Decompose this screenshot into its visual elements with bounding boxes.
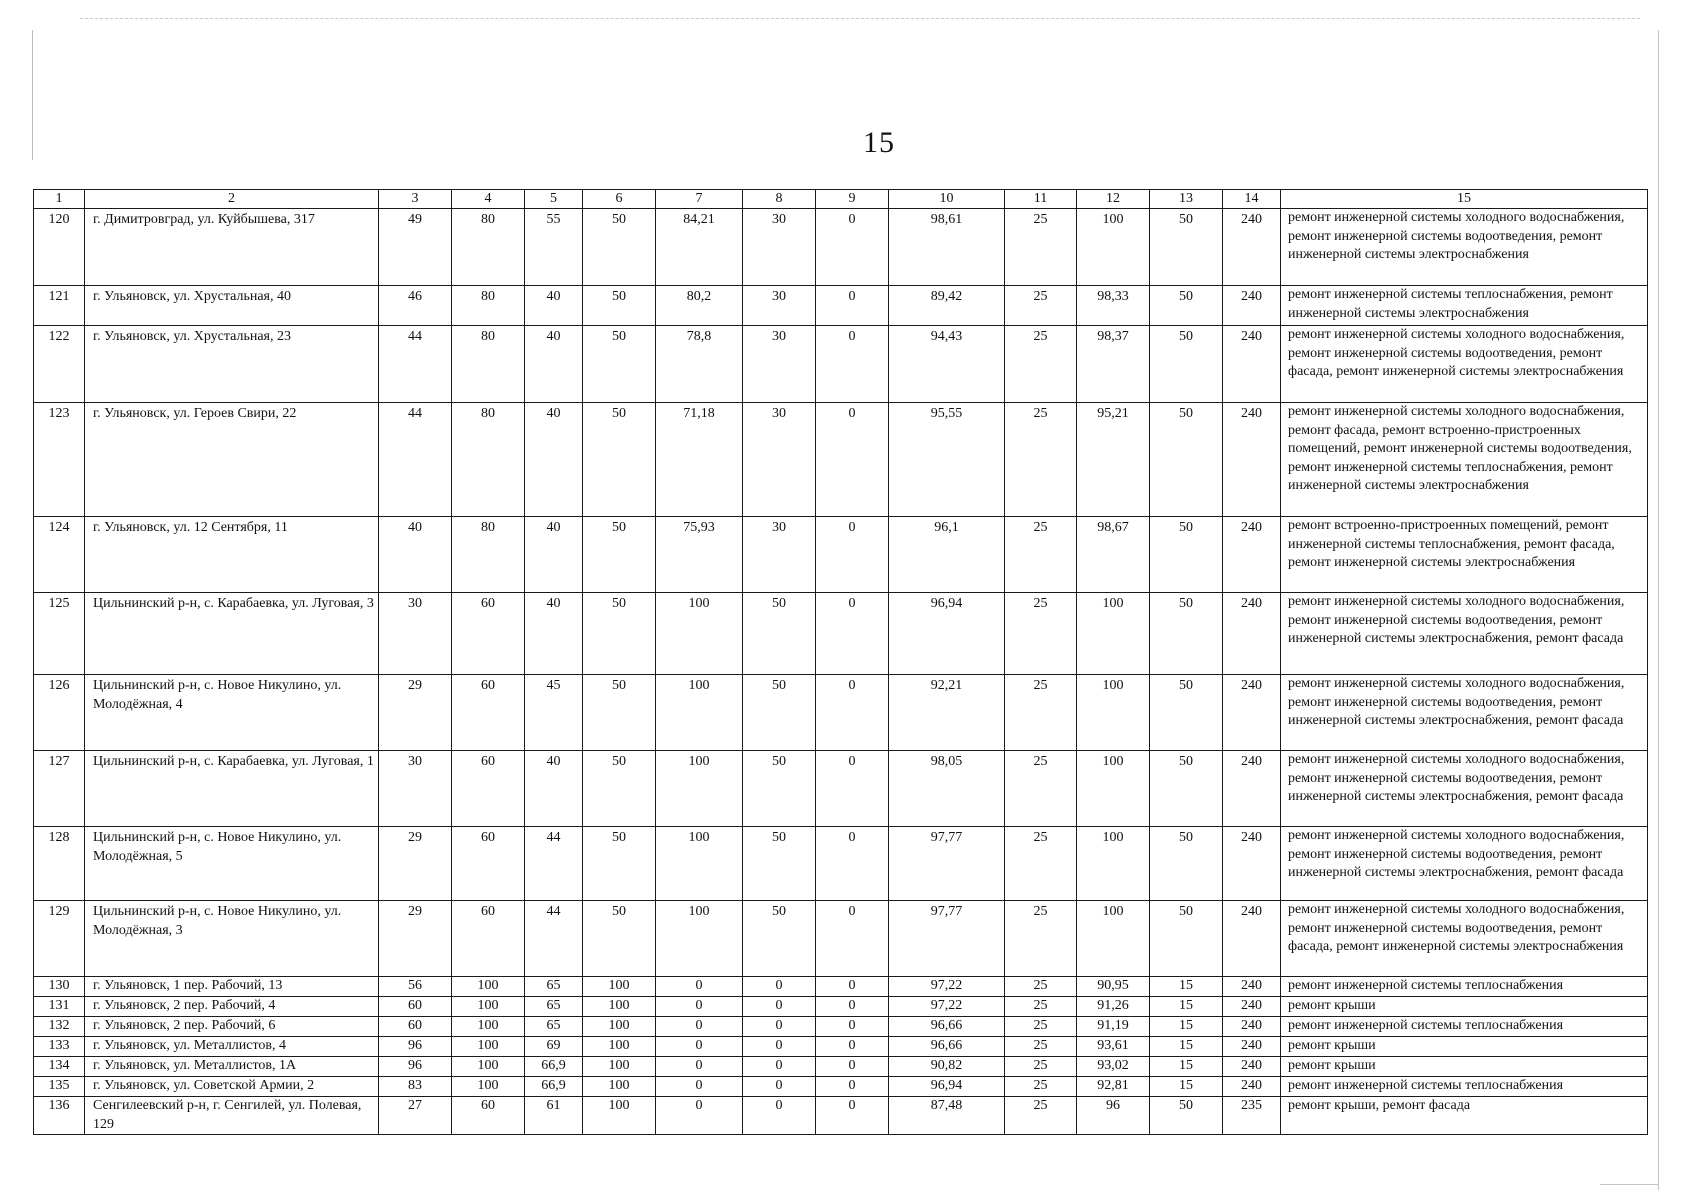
cell-value: 96,66: [889, 1037, 1005, 1057]
cell-address: Цильнинский р-н, с. Карабаевка, ул. Луговая, 3: [85, 593, 379, 675]
cell-no: 128: [34, 827, 85, 901]
cell-value: 40: [525, 517, 583, 593]
cell-no: 130: [34, 977, 85, 997]
cell-value: 0: [816, 1077, 889, 1097]
cell-value: 60: [452, 751, 525, 827]
cell-address: г. Ульяновск, ул. Хрустальная, 23: [85, 326, 379, 403]
column-header: 9: [816, 190, 889, 209]
cell-value: 95,55: [889, 403, 1005, 517]
cell-value: 0: [743, 1077, 816, 1097]
cell-value: 0: [743, 1097, 816, 1135]
cell-value: 100: [656, 675, 743, 751]
cell-value: 91,26: [1077, 997, 1150, 1017]
cell-value: 75,93: [656, 517, 743, 593]
cell-value: 50: [583, 751, 656, 827]
cell-value: 30: [379, 751, 452, 827]
cell-value: 30: [743, 403, 816, 517]
cell-value: 25: [1005, 997, 1077, 1017]
cell-value: 0: [656, 1097, 743, 1135]
data-table: [33, 189, 1648, 1135]
cell-value: 40: [525, 751, 583, 827]
cell-value: 0: [656, 977, 743, 997]
cell-value: 60: [379, 997, 452, 1017]
column-header: 15: [1281, 190, 1648, 209]
cell-value: 100: [452, 1037, 525, 1057]
cell-value: 25: [1005, 593, 1077, 675]
cell-value: 95,21: [1077, 403, 1150, 517]
cell-value: 240: [1223, 751, 1281, 827]
cell-value: 100: [1077, 827, 1150, 901]
column-header: 3: [379, 190, 452, 209]
table-row: [34, 1097, 1648, 1135]
cell-value: 98,05: [889, 751, 1005, 827]
cell-works: ремонт инженерной системы холодного водоснабжения, ремонт инженерной системы водоотведения, ремонт фасада, ремонт инженерной системы электроснабжения: [1281, 326, 1648, 403]
column-header: 11: [1005, 190, 1077, 209]
cell-no: 127: [34, 751, 85, 827]
cell-value: 66,9: [525, 1057, 583, 1077]
cell-value: 30: [743, 209, 816, 286]
column-header: 6: [583, 190, 656, 209]
cell-value: 50: [743, 827, 816, 901]
cell-value: 60: [452, 593, 525, 675]
cell-works: ремонт инженерной системы холодного водоснабжения, ремонт инженерной системы водоотведения, ремонт инженерной системы электроснабжения, ремонт фасада: [1281, 675, 1648, 751]
table-row: [34, 286, 1648, 326]
cell-value: 50: [743, 901, 816, 977]
cell-value: 40: [525, 326, 583, 403]
cell-value: 96,94: [889, 1077, 1005, 1097]
cell-value: 100: [1077, 751, 1150, 827]
cell-value: 80: [452, 326, 525, 403]
cell-value: 0: [656, 1017, 743, 1037]
cell-value: 80: [452, 286, 525, 326]
cell-address: Цильнинский р-н, с. Карабаевка, ул. Луговая, 1: [85, 751, 379, 827]
cell-value: 96: [379, 1037, 452, 1057]
cell-value: 240: [1223, 1057, 1281, 1077]
cell-works: ремонт крыши, ремонт фасада: [1281, 1097, 1648, 1135]
table-row: [34, 997, 1648, 1017]
cell-value: 40: [525, 593, 583, 675]
cell-value: 78,8: [656, 326, 743, 403]
cell-address: г. Ульяновск, ул. Хрустальная, 40: [85, 286, 379, 326]
cell-address: г. Ульяновск, ул. 12 Сентября, 11: [85, 517, 379, 593]
cell-value: 15: [1150, 1037, 1223, 1057]
cell-value: 0: [816, 326, 889, 403]
cell-value: 0: [816, 901, 889, 977]
cell-value: 240: [1223, 593, 1281, 675]
cell-works: ремонт крыши: [1281, 1037, 1648, 1057]
cell-value: 30: [743, 286, 816, 326]
page-number: 15: [863, 126, 895, 159]
scan-border-top: [80, 18, 1640, 19]
cell-address: г. Ульяновск, ул. Металлистов, 1А: [85, 1057, 379, 1077]
cell-value: 44: [525, 827, 583, 901]
cell-value: 87,48: [889, 1097, 1005, 1135]
cell-value: 98,61: [889, 209, 1005, 286]
cell-value: 50: [1150, 517, 1223, 593]
cell-value: 240: [1223, 403, 1281, 517]
column-header: 4: [452, 190, 525, 209]
cell-value: 50: [583, 675, 656, 751]
cell-value: 100: [656, 901, 743, 977]
cell-value: 100: [1077, 675, 1150, 751]
cell-address: г. Ульяновск, 2 пер. Рабочий, 4: [85, 997, 379, 1017]
cell-value: 100: [583, 997, 656, 1017]
cell-value: 65: [525, 1017, 583, 1037]
cell-address: г. Димитровград, ул. Куйбышева, 317: [85, 209, 379, 286]
cell-value: 44: [525, 901, 583, 977]
cell-value: 100: [452, 1057, 525, 1077]
cell-value: 50: [583, 326, 656, 403]
cell-value: 15: [1150, 1057, 1223, 1077]
cell-value: 25: [1005, 1097, 1077, 1135]
cell-value: 80: [452, 403, 525, 517]
cell-value: 50: [1150, 901, 1223, 977]
cell-value: 50: [583, 593, 656, 675]
cell-value: 15: [1150, 977, 1223, 997]
cell-no: 131: [34, 997, 85, 1017]
cell-value: 40: [525, 286, 583, 326]
cell-value: 0: [816, 286, 889, 326]
cell-value: 27: [379, 1097, 452, 1135]
cell-value: 100: [656, 593, 743, 675]
cell-value: 92,81: [1077, 1077, 1150, 1097]
cell-address: Цильнинский р-н, с. Новое Никулино, ул. Молодёжная, 3: [85, 901, 379, 977]
table-row: [34, 1017, 1648, 1037]
cell-works: ремонт крыши: [1281, 1057, 1648, 1077]
cell-value: 240: [1223, 675, 1281, 751]
column-header: 13: [1150, 190, 1223, 209]
cell-value: 50: [583, 403, 656, 517]
cell-value: 96,66: [889, 1017, 1005, 1037]
cell-value: 25: [1005, 1057, 1077, 1077]
cell-value: 69: [525, 1037, 583, 1057]
cell-value: 98,67: [1077, 517, 1150, 593]
cell-value: 25: [1005, 901, 1077, 977]
cell-address: г. Ульяновск, ул. Советской Армии, 2: [85, 1077, 379, 1097]
cell-no: 134: [34, 1057, 85, 1077]
cell-value: 240: [1223, 209, 1281, 286]
cell-value: 29: [379, 675, 452, 751]
cell-value: 50: [583, 901, 656, 977]
cell-address: г. Ульяновск, ул. Героев Свири, 22: [85, 403, 379, 517]
cell-value: 50: [1150, 1097, 1223, 1135]
cell-works: ремонт инженерной системы холодного водоснабжения, ремонт фасада, ремонт встроенно-пристроенных помещений, ремонт инженерной системы водоотведения, ремонт инженерной системы теплоснабжения, ремонт инженерной системы электроснабжения: [1281, 403, 1648, 517]
cell-no: 133: [34, 1037, 85, 1057]
cell-value: 50: [743, 593, 816, 675]
cell-no: 135: [34, 1077, 85, 1097]
table-row: [34, 977, 1648, 997]
cell-value: 0: [656, 997, 743, 1017]
cell-value: 30: [743, 517, 816, 593]
cell-value: 240: [1223, 286, 1281, 326]
cell-value: 84,21: [656, 209, 743, 286]
cell-no: 120: [34, 209, 85, 286]
cell-value: 46: [379, 286, 452, 326]
cell-value: 15: [1150, 997, 1223, 1017]
cell-value: 0: [656, 1057, 743, 1077]
cell-value: 50: [583, 209, 656, 286]
cell-no: 126: [34, 675, 85, 751]
cell-value: 30: [743, 326, 816, 403]
cell-no: 129: [34, 901, 85, 977]
cell-no: 123: [34, 403, 85, 517]
cell-value: 0: [743, 977, 816, 997]
cell-value: 25: [1005, 286, 1077, 326]
cell-value: 93,61: [1077, 1037, 1150, 1057]
cell-no: 121: [34, 286, 85, 326]
cell-works: ремонт инженерной системы холодного водоснабжения, ремонт инженерной системы водоотведения, ремонт инженерной системы электроснабжения, ремонт фасада: [1281, 751, 1648, 827]
cell-value: 240: [1223, 827, 1281, 901]
cell-value: 89,42: [889, 286, 1005, 326]
cell-value: 83: [379, 1077, 452, 1097]
cell-value: 92,21: [889, 675, 1005, 751]
cell-no: 125: [34, 593, 85, 675]
cell-value: 100: [452, 977, 525, 997]
cell-value: 100: [583, 1057, 656, 1077]
cell-value: 65: [525, 997, 583, 1017]
cell-address: г. Ульяновск, 2 пер. Рабочий, 6: [85, 1017, 379, 1037]
cell-value: 30: [379, 593, 452, 675]
table-row: [34, 593, 1648, 675]
cell-value: 0: [743, 1037, 816, 1057]
cell-value: 50: [1150, 286, 1223, 326]
cell-value: 45: [525, 675, 583, 751]
cell-value: 100: [452, 997, 525, 1017]
cell-value: 93,02: [1077, 1057, 1150, 1077]
cell-value: 60: [452, 827, 525, 901]
column-header: 14: [1223, 190, 1281, 209]
cell-value: 235: [1223, 1097, 1281, 1135]
cell-value: 60: [452, 675, 525, 751]
cell-value: 60: [452, 1097, 525, 1135]
column-header: 2: [85, 190, 379, 209]
cell-value: 50: [1150, 751, 1223, 827]
table-row: [34, 403, 1648, 517]
cell-value: 25: [1005, 1077, 1077, 1097]
cell-value: 240: [1223, 901, 1281, 977]
cell-value: 50: [1150, 326, 1223, 403]
table-row: [34, 827, 1648, 901]
cell-value: 0: [816, 1097, 889, 1135]
cell-value: 50: [1150, 827, 1223, 901]
cell-value: 0: [816, 403, 889, 517]
cell-value: 61: [525, 1097, 583, 1135]
table-row: [34, 1037, 1648, 1057]
cell-value: 66,9: [525, 1077, 583, 1097]
cell-value: 100: [583, 1077, 656, 1097]
cell-value: 100: [1077, 593, 1150, 675]
cell-value: 65: [525, 977, 583, 997]
cell-no: 136: [34, 1097, 85, 1135]
cell-value: 25: [1005, 1017, 1077, 1037]
cell-value: 25: [1005, 326, 1077, 403]
cell-value: 49: [379, 209, 452, 286]
cell-value: 0: [816, 1057, 889, 1077]
cell-value: 29: [379, 901, 452, 977]
cell-value: 0: [743, 1057, 816, 1077]
cell-value: 0: [743, 997, 816, 1017]
cell-value: 240: [1223, 977, 1281, 997]
cell-no: 122: [34, 326, 85, 403]
cell-value: 100: [583, 1037, 656, 1057]
cell-value: 50: [743, 675, 816, 751]
cell-value: 71,18: [656, 403, 743, 517]
cell-value: 0: [656, 1037, 743, 1057]
table-row: [34, 326, 1648, 403]
table-header-row: [34, 190, 1648, 209]
cell-value: 80,2: [656, 286, 743, 326]
cell-value: 50: [1150, 209, 1223, 286]
cell-value: 40: [379, 517, 452, 593]
cell-value: 55: [525, 209, 583, 286]
cell-value: 100: [583, 977, 656, 997]
cell-value: 100: [583, 1017, 656, 1037]
scan-border-bottom: [1600, 1184, 1658, 1185]
cell-value: 96: [379, 1057, 452, 1077]
cell-value: 25: [1005, 403, 1077, 517]
cell-works: ремонт крыши: [1281, 997, 1648, 1017]
cell-address: г. Ульяновск, ул. Металлистов, 4: [85, 1037, 379, 1057]
cell-value: 96,94: [889, 593, 1005, 675]
cell-value: 50: [1150, 675, 1223, 751]
table-row: [34, 901, 1648, 977]
cell-value: 0: [816, 517, 889, 593]
cell-value: 100: [452, 1017, 525, 1037]
cell-value: 15: [1150, 1017, 1223, 1037]
column-header: 7: [656, 190, 743, 209]
cell-value: 0: [816, 209, 889, 286]
table-row: [34, 751, 1648, 827]
cell-works: ремонт инженерной системы теплоснабжения: [1281, 1077, 1648, 1097]
cell-value: 240: [1223, 1077, 1281, 1097]
cell-value: 100: [1077, 901, 1150, 977]
cell-value: 100: [452, 1077, 525, 1097]
cell-value: 96: [1077, 1097, 1150, 1135]
cell-value: 50: [1150, 593, 1223, 675]
table-row: [34, 1057, 1648, 1077]
column-header: 12: [1077, 190, 1150, 209]
cell-value: 25: [1005, 1037, 1077, 1057]
cell-value: 44: [379, 403, 452, 517]
table-row: [34, 517, 1648, 593]
cell-value: 0: [816, 675, 889, 751]
cell-value: 90,82: [889, 1057, 1005, 1077]
cell-value: 96,1: [889, 517, 1005, 593]
cell-value: 25: [1005, 517, 1077, 593]
cell-value: 91,19: [1077, 1017, 1150, 1037]
cell-value: 60: [452, 901, 525, 977]
cell-value: 240: [1223, 517, 1281, 593]
cell-value: 50: [1150, 403, 1223, 517]
cell-value: 25: [1005, 827, 1077, 901]
cell-value: 0: [816, 1037, 889, 1057]
cell-value: 100: [1077, 209, 1150, 286]
cell-value: 80: [452, 209, 525, 286]
cell-value: 0: [816, 1017, 889, 1037]
cell-value: 50: [583, 286, 656, 326]
cell-value: 240: [1223, 997, 1281, 1017]
cell-value: 90,95: [1077, 977, 1150, 997]
cell-value: 97,77: [889, 901, 1005, 977]
cell-value: 80: [452, 517, 525, 593]
cell-value: 50: [743, 751, 816, 827]
cell-value: 100: [583, 1097, 656, 1135]
cell-works: ремонт инженерной системы теплоснабжения: [1281, 977, 1648, 997]
cell-works: ремонт инженерной системы холодного водоснабжения, ремонт инженерной системы водоотведения, ремонт инженерной системы электроснабжения: [1281, 209, 1648, 286]
cell-works: ремонт инженерной системы холодного водоснабжения, ремонт инженерной системы водоотведения, ремонт инженерной системы электроснабжения, ремонт фасада: [1281, 827, 1648, 901]
cell-value: 25: [1005, 977, 1077, 997]
cell-value: 97,22: [889, 997, 1005, 1017]
cell-value: 40: [525, 403, 583, 517]
cell-value: 29: [379, 827, 452, 901]
cell-value: 15: [1150, 1077, 1223, 1097]
cell-address: Цильнинский р-н, с. Новое Никулино, ул. Молодёжная, 5: [85, 827, 379, 901]
cell-value: 0: [656, 1077, 743, 1097]
cell-no: 124: [34, 517, 85, 593]
cell-no: 132: [34, 1017, 85, 1037]
cell-works: ремонт инженерной системы теплоснабжения: [1281, 1017, 1648, 1037]
cell-value: 98,37: [1077, 326, 1150, 403]
column-header: 5: [525, 190, 583, 209]
cell-value: 60: [379, 1017, 452, 1037]
cell-value: 100: [656, 827, 743, 901]
column-header: 10: [889, 190, 1005, 209]
cell-value: 0: [816, 997, 889, 1017]
cell-value: 0: [816, 751, 889, 827]
cell-value: 0: [816, 827, 889, 901]
cell-value: 25: [1005, 209, 1077, 286]
cell-value: 50: [583, 517, 656, 593]
cell-address: Цильнинский р-н, с. Новое Никулино, ул. Молодёжная, 4: [85, 675, 379, 751]
cell-value: 240: [1223, 1017, 1281, 1037]
cell-value: 98,33: [1077, 286, 1150, 326]
scan-border-right: [1658, 30, 1659, 1190]
cell-value: 56: [379, 977, 452, 997]
cell-value: 240: [1223, 326, 1281, 403]
column-header: 1: [34, 190, 85, 209]
cell-value: 0: [816, 977, 889, 997]
cell-works: ремонт инженерной системы теплоснабжения, ремонт инженерной системы электроснабжения: [1281, 286, 1648, 326]
cell-address: Сенгилеевский р-н, г. Сенгилей, ул. Полевая, 129: [85, 1097, 379, 1135]
cell-value: 44: [379, 326, 452, 403]
cell-value: 25: [1005, 751, 1077, 827]
cell-value: 0: [816, 593, 889, 675]
table-row: [34, 209, 1648, 286]
cell-value: 0: [743, 1017, 816, 1037]
cell-works: ремонт инженерной системы холодного водоснабжения, ремонт инженерной системы водоотведения, ремонт инженерной системы электроснабжения, ремонт фасада: [1281, 593, 1648, 675]
cell-works: ремонт встроенно-пристроенных помещений, ремонт инженерной системы теплоснабжения, ремонт фасада, ремонт инженерной системы электроснабжения: [1281, 517, 1648, 593]
cell-value: 94,43: [889, 326, 1005, 403]
cell-works: ремонт инженерной системы холодного водоснабжения, ремонт инженерной системы водоотведения, ремонт фасада, ремонт инженерной системы электроснабжения: [1281, 901, 1648, 977]
column-header: 8: [743, 190, 816, 209]
cell-value: 97,22: [889, 977, 1005, 997]
cell-value: 240: [1223, 1037, 1281, 1057]
table-row: [34, 675, 1648, 751]
cell-value: 97,77: [889, 827, 1005, 901]
cell-value: 100: [656, 751, 743, 827]
cell-address: г. Ульяновск, 1 пер. Рабочий, 13: [85, 977, 379, 997]
table-row: [34, 1077, 1648, 1097]
cell-value: 25: [1005, 675, 1077, 751]
cell-value: 50: [583, 827, 656, 901]
